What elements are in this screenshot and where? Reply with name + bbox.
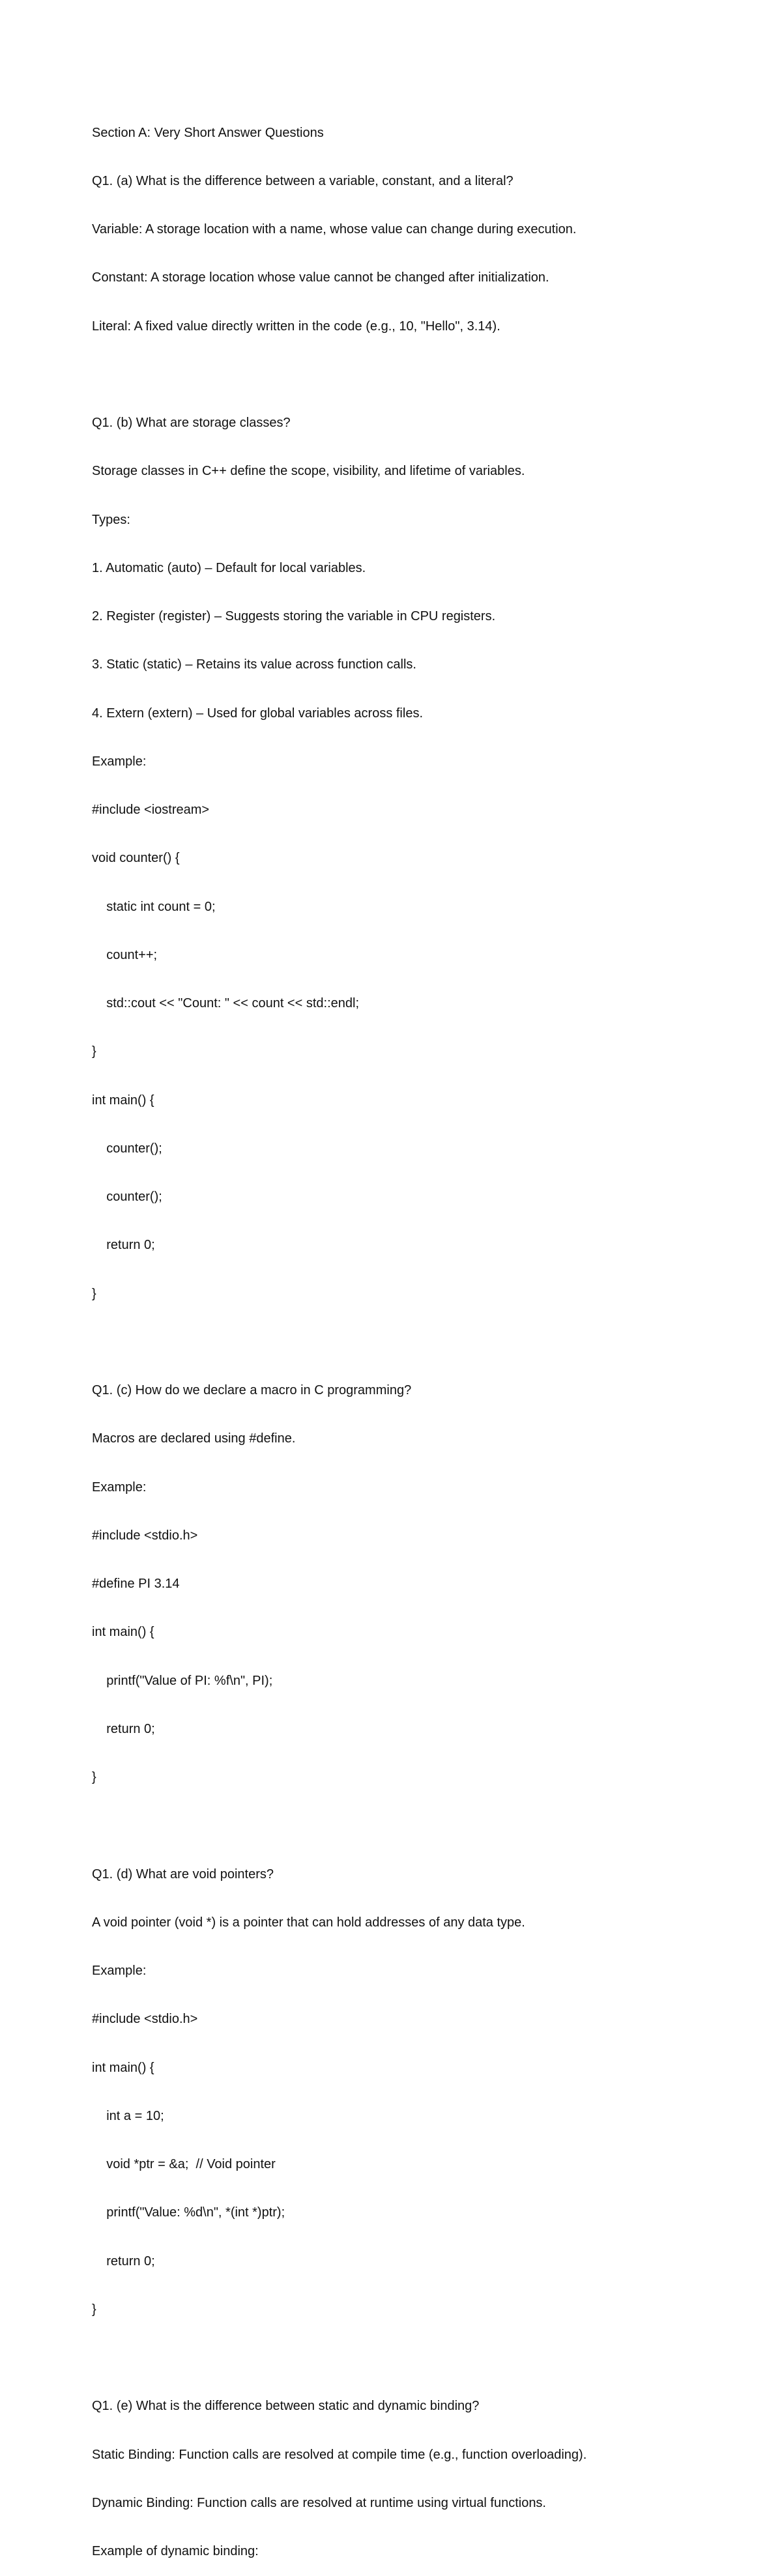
code-line: #include <stdio.h>: [92, 2012, 198, 2027]
example-label: Example:: [92, 1480, 147, 1495]
code-line: #include <stdio.h>: [92, 1528, 198, 1543]
answer-line: Literal: A fixed value directly written in the code (e.g., 10, "Hello", 3.14).: [92, 319, 500, 334]
document-page: [92, 93, 744, 2576]
code-line: #include <iostream>: [92, 803, 210, 817]
question-q1d: Q1. (d) What are void pointers?: [92, 1867, 274, 1882]
blank-line: [92, 367, 744, 383]
list-item: 2. Register (register) – Suggests storing the variable in CPU registers.: [92, 609, 496, 623]
code-line: counter();: [92, 1190, 162, 1204]
answer-line: Static Binding: Function calls are resolved at compile time (e.g., function overloading).: [92, 2447, 587, 2462]
example-label: Example:: [92, 1964, 147, 1978]
question-q1b: Q1. (b) What are storage classes?: [92, 416, 291, 430]
example-label: Example:: [92, 754, 147, 769]
code-line: counter();: [92, 1141, 162, 1156]
question-q1a: Q1. (a) What is the difference between a variable, constant, and a literal?: [92, 173, 514, 188]
code-line: }: [92, 2302, 96, 2317]
code-line: return 0;: [92, 1238, 155, 1253]
code-line: return 0;: [92, 1721, 155, 1736]
answer-line: Storage classes in C++ define the scope, visibility, and lifetime of variables.: [92, 464, 525, 479]
answer-line: Dynamic Binding: Function calls are resolved at runtime using virtual functions.: [92, 2495, 546, 2510]
answer-line: A void pointer (void *) is a pointer that can hold addresses of any data type.: [92, 1915, 525, 1930]
answer-line: Types:: [92, 512, 130, 527]
code-line: int main() {: [92, 1093, 154, 1108]
answer-line: Constant: A storage location whose value cannot be changed after initialization.: [92, 270, 549, 285]
code-line: void *ptr = &a; // Void pointer: [92, 2157, 276, 2171]
blank-line: [92, 1334, 744, 1351]
section-heading: Section A: Very Short Answer Questions: [92, 125, 324, 140]
example-label: Example of dynamic binding:: [92, 2544, 259, 2558]
code-line: }: [92, 1044, 96, 1059]
question-q1e: Q1. (e) What is the difference between static and dynamic binding?: [92, 2399, 480, 2414]
code-line: #define PI 3.14: [92, 1577, 180, 1591]
code-line: }: [92, 1770, 96, 1784]
code-line: static int count = 0;: [92, 899, 216, 914]
code-line: void counter() {: [92, 851, 180, 866]
code-line: std::cout << "Count: " << count << std::endl;: [92, 996, 360, 1010]
code-line: }: [92, 1286, 96, 1301]
answer-line: Macros are declared using #define.: [92, 1431, 296, 1446]
code-line: int main() {: [92, 2060, 154, 2075]
answer-line: Variable: A storage location with a name, whose value can change during execution.: [92, 222, 577, 236]
code-line: printf("Value: %d\n", *(int *)ptr);: [92, 2205, 285, 2220]
list-item: 3. Static (static) – Retains its value across function calls.: [92, 657, 416, 672]
list-item: 1. Automatic (auto) – Default for local variables.: [92, 560, 366, 575]
list-item: 4. Extern (extern) – Used for global variables across files.: [92, 706, 423, 721]
blank-line: [92, 1818, 744, 1834]
blank-line: [92, 2350, 744, 2366]
code-line: int a = 10;: [92, 2108, 164, 2123]
code-line: return 0;: [92, 2254, 155, 2268]
code-line: int main() {: [92, 1625, 154, 1640]
question-q1c: Q1. (c) How do we declare a macro in C programming?: [92, 1383, 412, 1397]
code-line: count++;: [92, 947, 158, 962]
code-line: printf("Value of PI: %f\n", PI);: [92, 1673, 273, 1688]
